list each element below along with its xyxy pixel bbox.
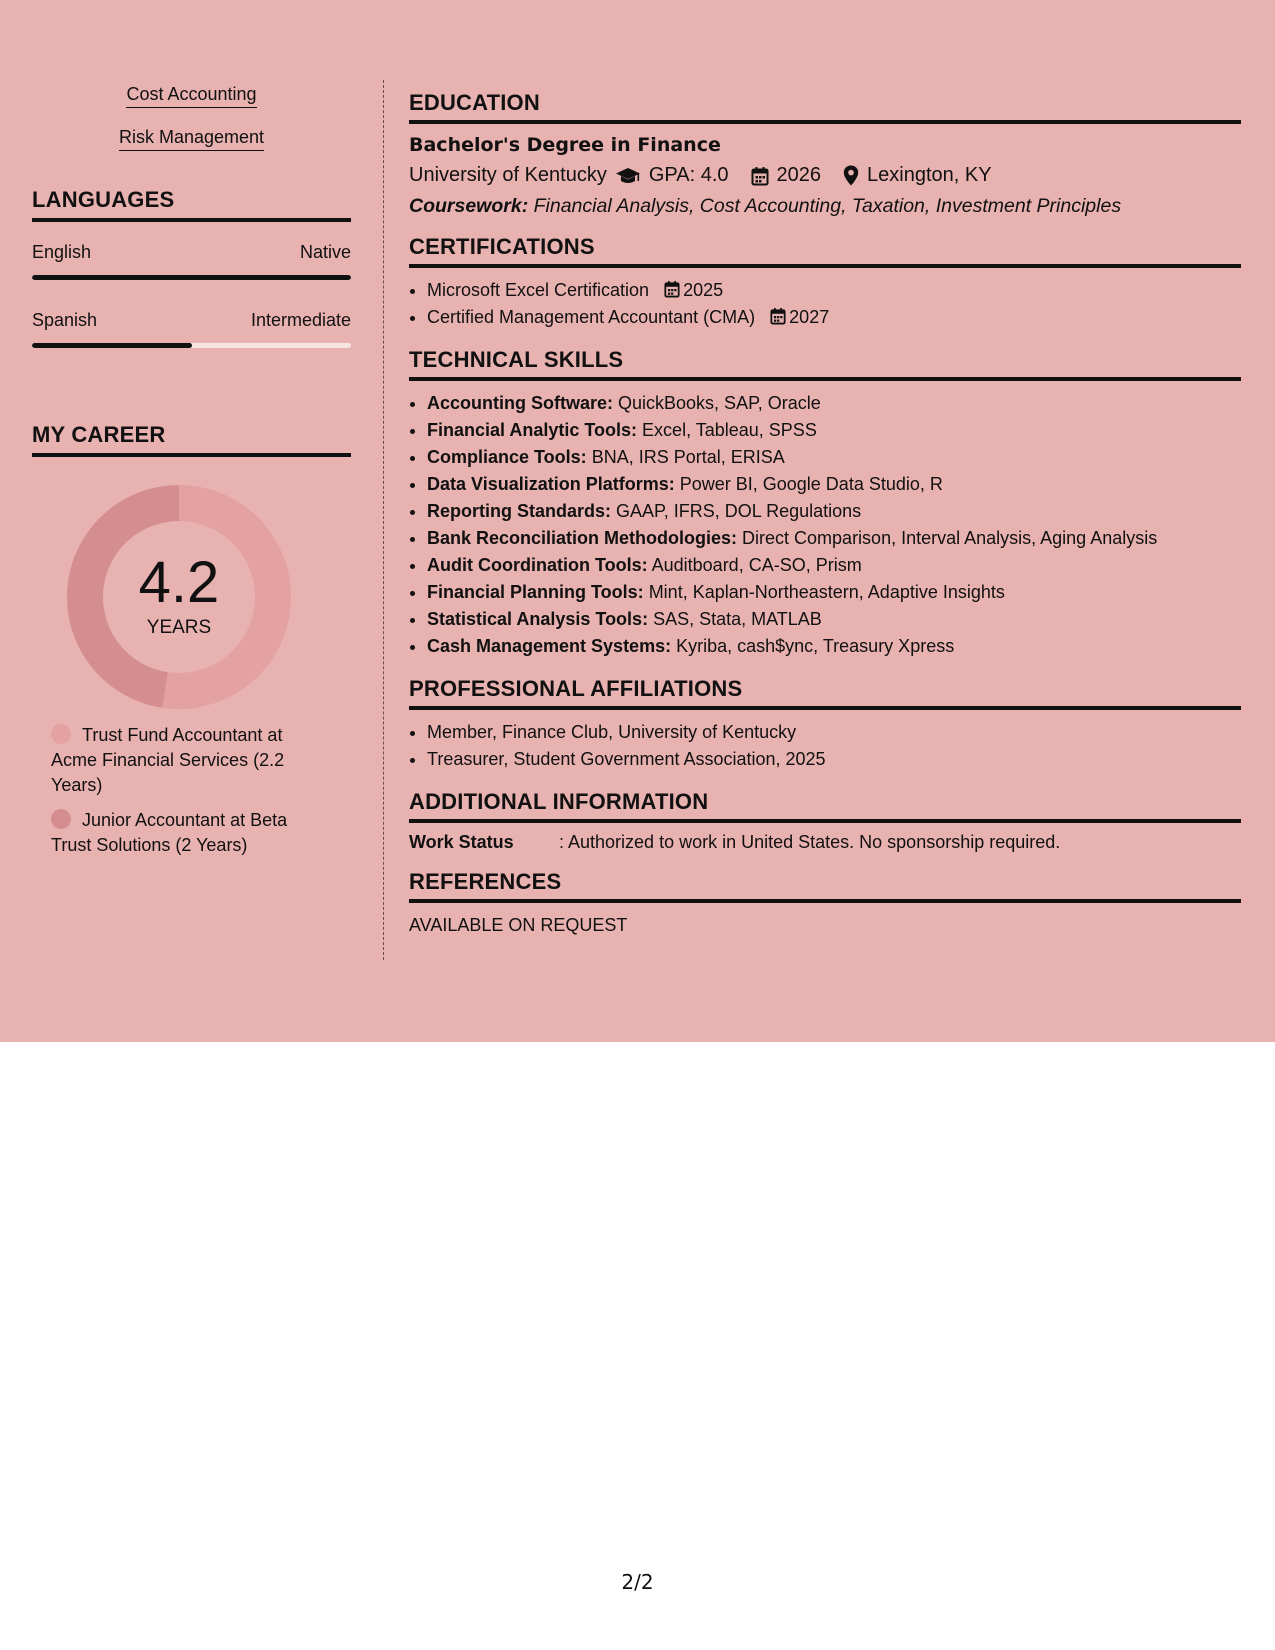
skill-tags [32,84,351,151]
calendar-icon [770,304,786,331]
skill-values: Auditboard, CA-SO, Prism [647,555,862,575]
affiliations-section [409,676,1241,773]
education-section [409,90,1241,218]
legend-dot [51,809,71,829]
career-years-unit: YEARS [146,617,212,638]
references-text: AVAILABLE ON REQUEST [409,915,628,935]
column-divider [383,80,384,960]
skill-category: Reporting Standards: [427,501,612,521]
language-item [32,242,351,280]
work-status-row [409,832,1241,853]
affiliations-list [409,719,1241,773]
skill-values: GAAP, IFRS, DOL Regulations [611,501,862,521]
work-status-value: : Authorized to work in United States. No sponsorship required. [559,832,1061,852]
page-number: 2/2 [621,1570,654,1594]
career-donut-chart [32,485,352,725]
skill-values: Mint, Kaplan-Northeastern, Adaptive Insights [643,582,1005,602]
list-item [427,633,1241,660]
main-content [409,90,1241,952]
skill-values: Kyriba, cash$ync, Treasury Xpress [671,636,955,656]
technical-skills-heading: TECHNICAL SKILLS [409,347,1241,381]
calendar-icon [664,277,680,304]
location-pin-icon [843,165,859,186]
legend-label: Trust Fund Accountant at Acme Financial Services (2.2 Years) [51,725,285,795]
skill-tag: Cost Accounting [126,84,256,108]
coursework-list: Financial Analysis, Cost Accounting, Taxation, Investment Principles [528,195,1122,217]
graduation-year: 2026 [776,164,822,186]
skill-category: Accounting Software: [427,393,614,413]
references-heading: REFERENCES [409,869,1241,903]
skill-category: Financial Planning Tools: [427,582,644,602]
language-proficiency-bar [32,343,351,348]
career-total-years: 4.2 [138,550,220,615]
certifications-section [409,234,1241,331]
education-heading: EDUCATION [409,90,1241,124]
references-section [409,869,1241,936]
language-name: English [32,242,92,262]
skill-values: SAS, Stata, MATLAB [648,609,822,629]
certification-name: Certified Management Accountant (CMA) [427,307,756,327]
skill-values: BNA, IRS Portal, ERISA [586,447,785,467]
language-item [32,310,351,348]
skill-values: Direct Comparison, Interval Analysis, Aging Analysis [737,528,1158,548]
affiliations-heading: PROFESSIONAL AFFILIATIONS [409,676,1241,710]
degree-title: Bachelor's Degree in Finance [409,134,721,156]
technical-skills-section [409,347,1241,660]
calendar-icon [751,166,769,186]
list-item [427,444,1241,471]
skill-category: Audit Coordination Tools: [427,555,648,575]
certifications-heading: CERTIFICATIONS [409,234,1241,268]
skill-category: Bank Reconciliation Methodologies: [427,528,738,548]
location: Lexington, KY [867,164,992,186]
list-item [427,498,1241,525]
coursework-label: Coursework: [409,195,529,217]
list-item [427,579,1241,606]
education-details [409,164,1241,187]
certification-name: Microsoft Excel Certification [427,280,650,300]
list-item [427,277,1241,304]
list-item: • Member, Finance Club, University of Kentucky [427,719,1241,746]
skill-category: Data Visualization Platforms: [427,474,675,494]
technical-skills-list [409,390,1241,660]
list-item [427,417,1241,444]
list-item: • Treasurer, Student Government Association, 2025 [427,746,1241,773]
skill-tag: Risk Management [119,127,264,151]
additional-info-section [409,789,1241,853]
skill-category: Financial Analytic Tools: [427,420,638,440]
certification-year: 2025 [683,280,724,300]
career-legend [32,723,351,858]
donut-center [67,485,291,709]
language-proficiency-fill [32,275,351,280]
gpa: GPA: 4.0 [648,164,729,186]
list-item [427,552,1241,579]
work-status-label: Work Status [409,832,514,852]
skill-values: Excel, Tableau, SPSS [637,420,817,440]
career-legend-item [51,723,321,798]
sidebar [32,76,351,868]
language-name: Spanish [32,310,98,330]
list-item [427,390,1241,417]
language-proficiency-bar [32,275,351,280]
career-section [32,422,351,858]
language-level: Intermediate [250,310,351,330]
legend-dot [51,724,71,744]
list-item [427,304,1241,331]
list-item [427,525,1241,552]
certifications-list [409,277,1241,331]
skill-values: QuickBooks, SAP, Oracle [613,393,821,413]
career-heading: MY CAREER [32,422,351,457]
languages-heading: LANGUAGES [32,187,351,222]
graduation-cap-icon [615,166,641,186]
skill-category: Cash Management Systems: [427,636,672,656]
career-legend-item [51,808,321,858]
language-proficiency-fill [32,343,192,348]
skill-category: Compliance Tools: [427,447,587,467]
list-item [427,471,1241,498]
list-item [427,606,1241,633]
language-level: Native [299,242,351,262]
additional-info-heading: ADDITIONAL INFORMATION [409,789,1241,823]
school-name: University of Kentucky [409,164,607,186]
skill-values: Power BI, Google Data Studio, R [674,474,943,494]
coursework [409,195,1241,218]
certification-year: 2027 [789,307,830,327]
legend-label: Junior Accountant at Beta Trust Solutions (2 Years) [51,810,288,855]
languages-section [32,187,351,348]
skill-category: Statistical Analysis Tools: [427,609,649,629]
